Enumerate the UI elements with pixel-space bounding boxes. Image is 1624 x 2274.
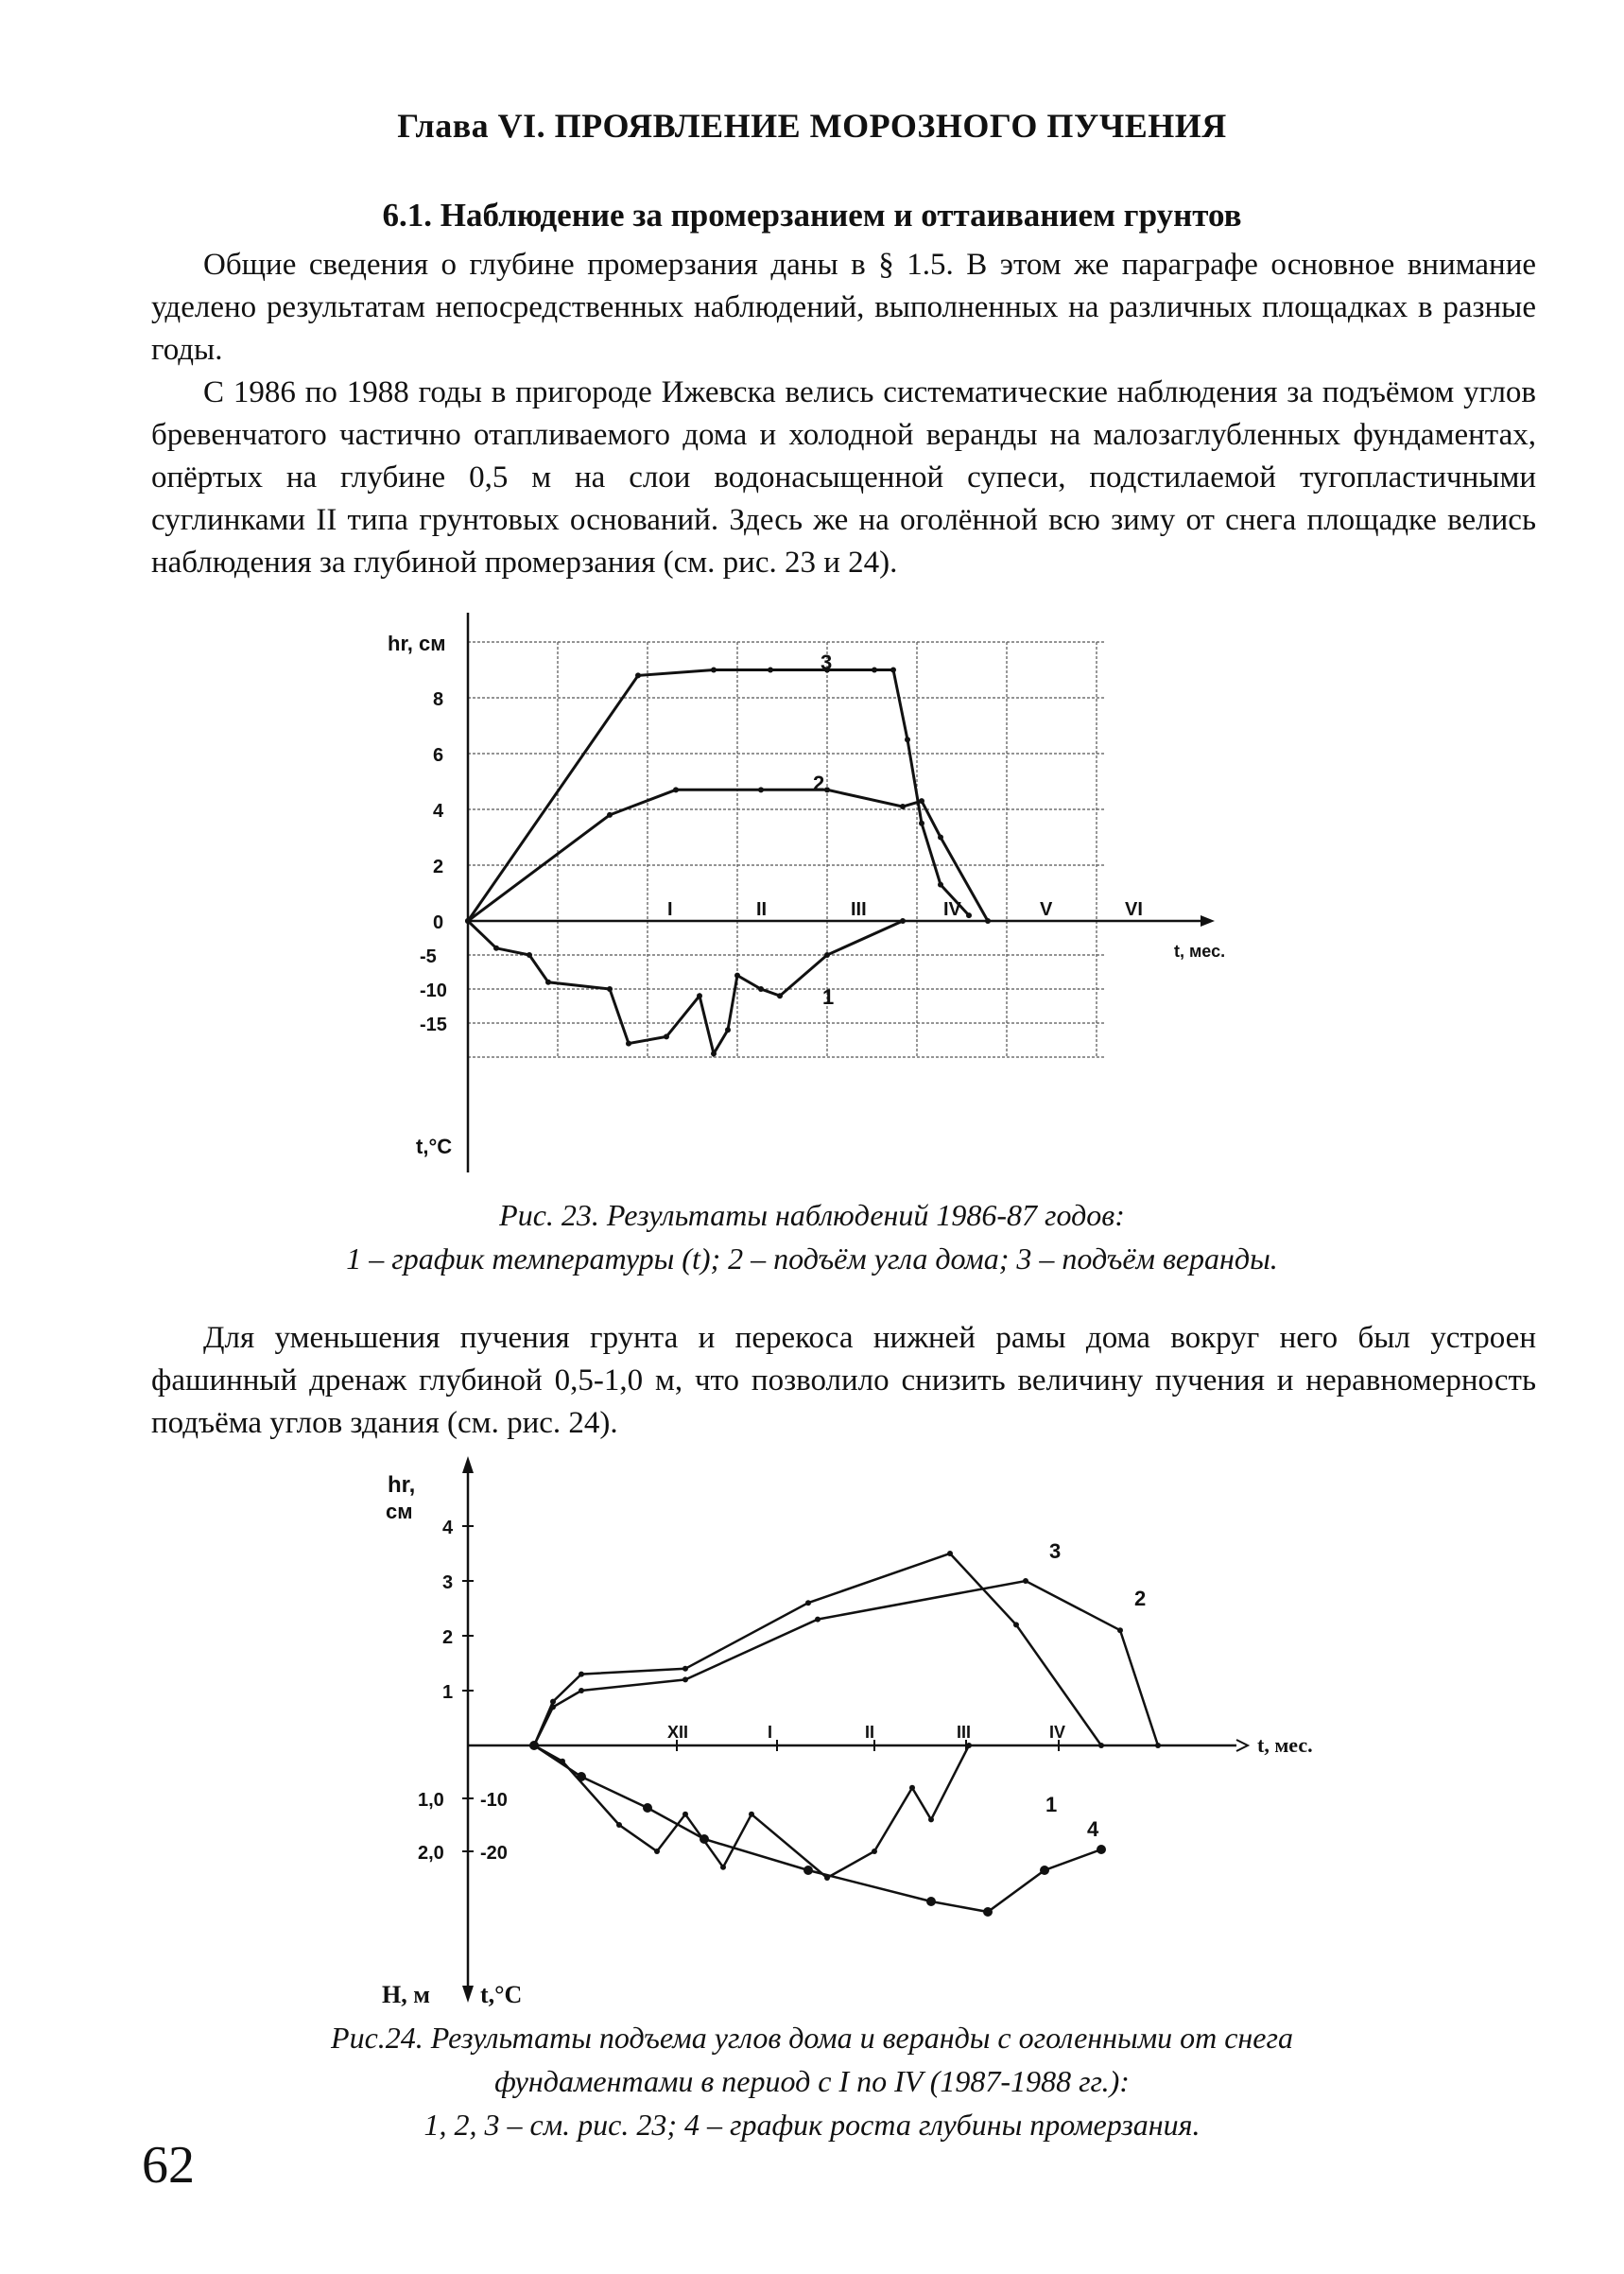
fig24-month-label: IV — [1049, 1723, 1066, 1742]
fig23-y-tick: -10 — [420, 981, 447, 1001]
fig23-point-3 — [872, 668, 877, 673]
fig24-month-label: III — [957, 1723, 972, 1742]
fig23-point-2 — [673, 787, 679, 792]
fig23-point-1 — [734, 973, 740, 979]
fig24-x-arrow — [1236, 1740, 1248, 1751]
fig24-point-4 — [643, 1803, 652, 1813]
fig24-point-1 — [720, 1865, 726, 1870]
fig24-y-tick: 4 — [442, 1518, 454, 1538]
fig23-point-1 — [527, 952, 532, 958]
fig23-point-1 — [777, 993, 783, 998]
fig24-chart — [369, 1445, 1361, 2012]
fig24-month-label: II — [865, 1723, 875, 1742]
fig23-point-1 — [711, 1050, 717, 1056]
fig23-y-tick: 2 — [433, 857, 444, 877]
fig24-point-2 — [1155, 1743, 1161, 1748]
fig24-point-3 — [579, 1672, 584, 1677]
fig23-month-label: IV — [943, 899, 961, 920]
fig24-point-4 — [803, 1866, 813, 1875]
fig24-y-tick: 1 — [442, 1682, 454, 1703]
fig24-point-4 — [577, 1772, 586, 1781]
page-number: 62 — [142, 2136, 195, 2195]
fig24-point-3 — [1013, 1622, 1019, 1627]
fig23-point-2 — [758, 787, 764, 792]
fig23-y-tick: 8 — [433, 689, 444, 710]
fig23-point-1 — [664, 1033, 669, 1039]
fig24-point-4 — [1097, 1845, 1106, 1854]
fig23-month-label: I — [667, 899, 673, 920]
paragraph-3-text: Для уменьшения пучения грунта и перекоса нижней рамы дома вокруг него был устроен фашинный дренаж глубиной 0,5-1,0 м, что позволило снизить величину пучения и неравномерность подъёма углов здания (см. рис. 24). — [151, 1321, 1536, 1440]
fig23-y-label-bottom: t,°C — [416, 1135, 453, 1158]
fig23-point-3 — [966, 912, 972, 918]
fig24-point-4 — [926, 1897, 936, 1906]
fig23-point-2 — [938, 835, 943, 841]
fig24-y-tick-t: -10 — [480, 1790, 508, 1811]
fig23-y-label-top: hr, см — [388, 632, 446, 655]
fig24-point-4 — [700, 1834, 709, 1844]
fig24-month-label: XII — [667, 1723, 689, 1742]
fig24-point-1 — [928, 1816, 934, 1822]
fig24-y-tick-h: 1,0 — [418, 1790, 444, 1811]
fig24-y-label-top2: см — [386, 1500, 413, 1523]
fig24-point-3 — [947, 1551, 953, 1556]
fig23-point-3 — [768, 668, 773, 673]
fig23-point-2 — [900, 804, 906, 809]
fig24-caption-2: фундаментами в период с I по IV (1987-1988 гг.): — [494, 2064, 1130, 2098]
fig24-y-tick-t: -20 — [480, 1843, 508, 1864]
fig24-point-3 — [550, 1699, 556, 1705]
fig23-caption-1: Рис. 23. Результаты наблюдений 1986-87 годов: — [499, 1198, 1125, 1232]
fig24-series-4 — [534, 1745, 1101, 1912]
fig24-y-arrow-up — [462, 1456, 474, 1473]
fig23-point-3 — [938, 882, 943, 888]
paragraph-2-text: С 1986 по 1988 годы в пригороде Ижевска велись систематические наблюдения за подъёмом углов бревенчатого частично отапливаемого дома и холодной веранды на малозаглубленных фундаментах, опёртых на глубине 0,5 м на слои водонасыщенной супеси, подстилаемой тугопластичными суглинками II типа грунтовых оснований. Здесь же на оголённой всю зиму от снега площадке велись наблюдения за глубиной промерзания (см. рис. 23 и 24). — [151, 375, 1536, 580]
fig24-point-4 — [529, 1741, 539, 1750]
fig24-curve-label-4: 4 — [1087, 1817, 1099, 1841]
fig23-y-tick: 6 — [433, 745, 444, 766]
fig24-point-3 — [805, 1600, 811, 1606]
fig24-y-tick: 2 — [442, 1627, 454, 1648]
fig23-point-3 — [465, 918, 471, 924]
fig23-x-label: t, мес. — [1174, 942, 1226, 961]
fig23-point-3 — [890, 668, 896, 673]
fig23-y-tick: 4 — [433, 801, 444, 822]
fig23-chart — [369, 605, 1267, 1182]
fig23-month-label: V — [1040, 899, 1053, 920]
fig24-point-1 — [966, 1743, 972, 1748]
fig23-curve-label-3: 3 — [821, 651, 833, 674]
fig23-month-label: III — [851, 899, 867, 920]
fig23-point-2 — [607, 812, 613, 818]
fig23-point-1 — [607, 986, 613, 992]
fig24-point-1 — [909, 1785, 915, 1791]
fig23-curve-label-1: 1 — [822, 985, 835, 1009]
fig24-curve-label-2: 2 — [1134, 1587, 1147, 1610]
fig24-point-4 — [1040, 1866, 1049, 1875]
fig23-point-1 — [545, 980, 551, 985]
paragraph-3 — [151, 1317, 1536, 1445]
fig24-y-tick-h: 2,0 — [418, 1843, 444, 1864]
paragraph-2 — [151, 372, 1536, 584]
fig23-point-3 — [711, 668, 717, 673]
fig24-point-1 — [616, 1822, 622, 1828]
fig24-curve-label-3: 3 — [1049, 1539, 1062, 1563]
fig23-series-1 — [468, 921, 903, 1053]
fig23-point-1 — [626, 1041, 631, 1047]
fig23-y-tick: 0 — [433, 912, 444, 933]
fig24-point-2 — [1023, 1578, 1028, 1584]
fig23-point-1 — [900, 918, 906, 924]
fig24-point-1 — [654, 1849, 660, 1854]
fig23-y-tick: -5 — [420, 946, 437, 967]
fig23-month-label: II — [756, 899, 768, 920]
fig23-point-2 — [985, 918, 991, 924]
fig23-month-label: VI — [1125, 899, 1143, 920]
fig24-point-1 — [682, 1812, 688, 1817]
fig23-point-1 — [697, 993, 702, 998]
fig23-point-1 — [725, 1027, 731, 1033]
fig23-caption-2: 1 – график температуры (t); 2 – подъём угла дома; 3 – подъём веранды. — [346, 1241, 1278, 1276]
fig23-point-1 — [493, 946, 499, 951]
fig24-y-tick: 3 — [442, 1572, 454, 1593]
fig23-x-arrow — [1201, 915, 1215, 927]
fig23-point-1 — [758, 986, 764, 992]
fig23-point-3 — [635, 672, 641, 678]
section-title: 6.1. Наблюдение за промерзанием и оттаиванием грунтов — [382, 197, 1242, 234]
fig24-point-2 — [682, 1676, 688, 1682]
fig24-point-1 — [749, 1812, 754, 1817]
fig24-y-label-bottom: H, м — [382, 1981, 430, 2008]
fig23-y-tick: -15 — [420, 1015, 447, 1035]
fig24-y-label-top1: hr, — [388, 1472, 416, 1498]
fig24-point-3 — [1098, 1743, 1104, 1748]
fig24-y-label-bottom2: t,°C — [480, 1981, 523, 2008]
fig24-point-1 — [872, 1849, 877, 1854]
fig24-point-2 — [1117, 1627, 1123, 1633]
fig24-month-label: I — [768, 1723, 773, 1742]
fig24-point-2 — [579, 1688, 584, 1693]
fig23-point-2 — [824, 787, 830, 792]
fig23-series-3 — [468, 670, 969, 922]
fig24-x-label: t, мес. — [1257, 1733, 1313, 1757]
fig24-y-arrow-down — [462, 1986, 474, 2003]
fig23-point-2 — [919, 798, 924, 804]
fig24-point-4 — [983, 1907, 993, 1917]
chapter-title: Глава VI. ПРОЯВЛЕНИЕ МОРОЗНОГО ПУЧЕНИЯ — [397, 107, 1227, 145]
fig24-point-3 — [682, 1666, 688, 1672]
fig23-point-3 — [919, 821, 924, 826]
fig23-curve-label-2: 2 — [813, 772, 825, 795]
fig24-point-2 — [815, 1617, 821, 1623]
fig23-point-1 — [824, 952, 830, 958]
fig24-curve-label-1: 1 — [1045, 1793, 1058, 1816]
fig24-caption-3: 1, 2, 3 – см. рис. 23; 4 – график роста глубины промерзания. — [423, 2108, 1201, 2142]
fig24-series-2 — [534, 1581, 1158, 1745]
fig23-point-3 — [905, 737, 910, 742]
fig24-caption-1: Рис.24. Результаты подъема углов дома и веранды с оголенными от снега — [331, 2021, 1293, 2055]
paragraph-1-text: Общие сведения о глубине промерзания даны в § 1.5. В этом же параграфе основное внимание уделено результатам непосредственных наблюдений, выполненных на различных площадках в разные годы. — [151, 248, 1536, 367]
paragraph-1 — [151, 244, 1536, 372]
